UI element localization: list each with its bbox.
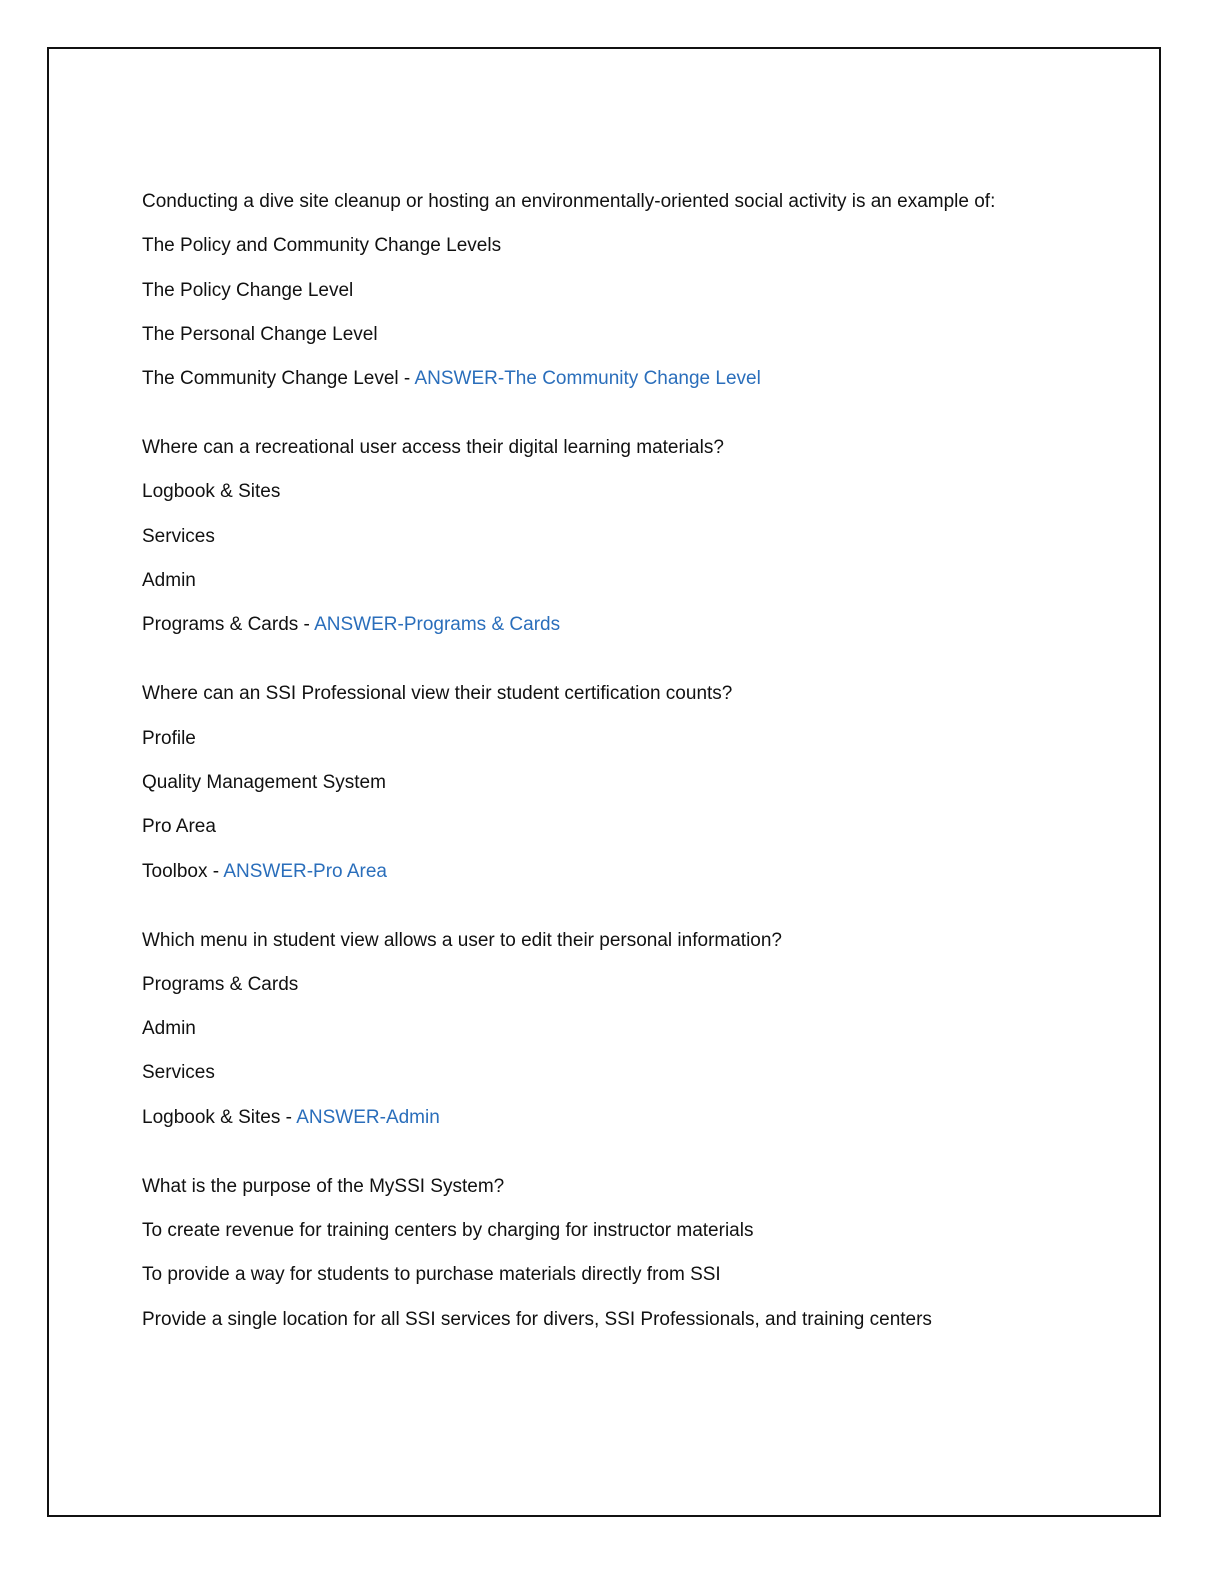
question-block [142,436,1142,637]
answer-option-with-answer [142,1106,1142,1130]
answer-option: Services [142,1062,215,1084]
answer-option: Logbook & Sites - [142,1106,297,1128]
question-block [142,1175,1142,1332]
answer-option: Pro Area [142,816,216,838]
answer-option-with-answer [142,860,1142,884]
answer-option: The Policy and Community Change Levels [142,235,502,257]
answer-option: To provide a way for students to purchase materials directly from SSI [142,1264,721,1286]
answer-option: Admin [142,1018,196,1040]
answer-option: The Policy Change Level [142,279,354,301]
answer-option: Provide a single location for all SSI services for divers, SSI Professionals, and training centers [142,1308,932,1330]
question-block [142,929,1142,1130]
question-block [142,190,1142,391]
document-body [142,190,1142,1377]
correct-answer: ANSWER-Pro Area [223,860,387,882]
question-prompt: Where can an SSI Professional view their student certification counts? [142,683,733,705]
question-prompt: Where can a recreational user access their digital learning materials? [142,437,724,459]
question-prompt: Conducting a dive site cleanup or hosting an environmentally-oriented social activity is an example of: [142,191,996,212]
answer-option: Admin [142,570,196,592]
question-block [142,682,1142,883]
answer-option: Programs & Cards - [142,614,315,636]
answer-option: Programs & Cards [142,973,299,995]
correct-answer: ANSWER-The Community Change Level [414,368,761,390]
answer-option: The Community Change Level - [142,368,415,390]
answer-option: Profile [142,727,196,749]
answer-option: To create revenue for training centers by charging for instructor materials [142,1220,754,1242]
answer-option-with-answer [142,613,1142,637]
answer-option-with-answer [142,367,1142,391]
correct-answer: ANSWER-Admin [296,1106,440,1128]
question-prompt: What is the purpose of the MySSI System? [142,1175,505,1197]
answer-option: Quality Management System [142,771,386,793]
answer-option: The Personal Change Level [142,323,378,345]
correct-answer: ANSWER-Programs & Cards [314,614,561,636]
answer-option: Services [142,525,215,547]
answer-option: Toolbox - [142,860,224,882]
question-prompt: Which menu in student view allows a user to edit their personal information? [142,929,782,951]
answer-option: Logbook & Sites [142,481,281,503]
